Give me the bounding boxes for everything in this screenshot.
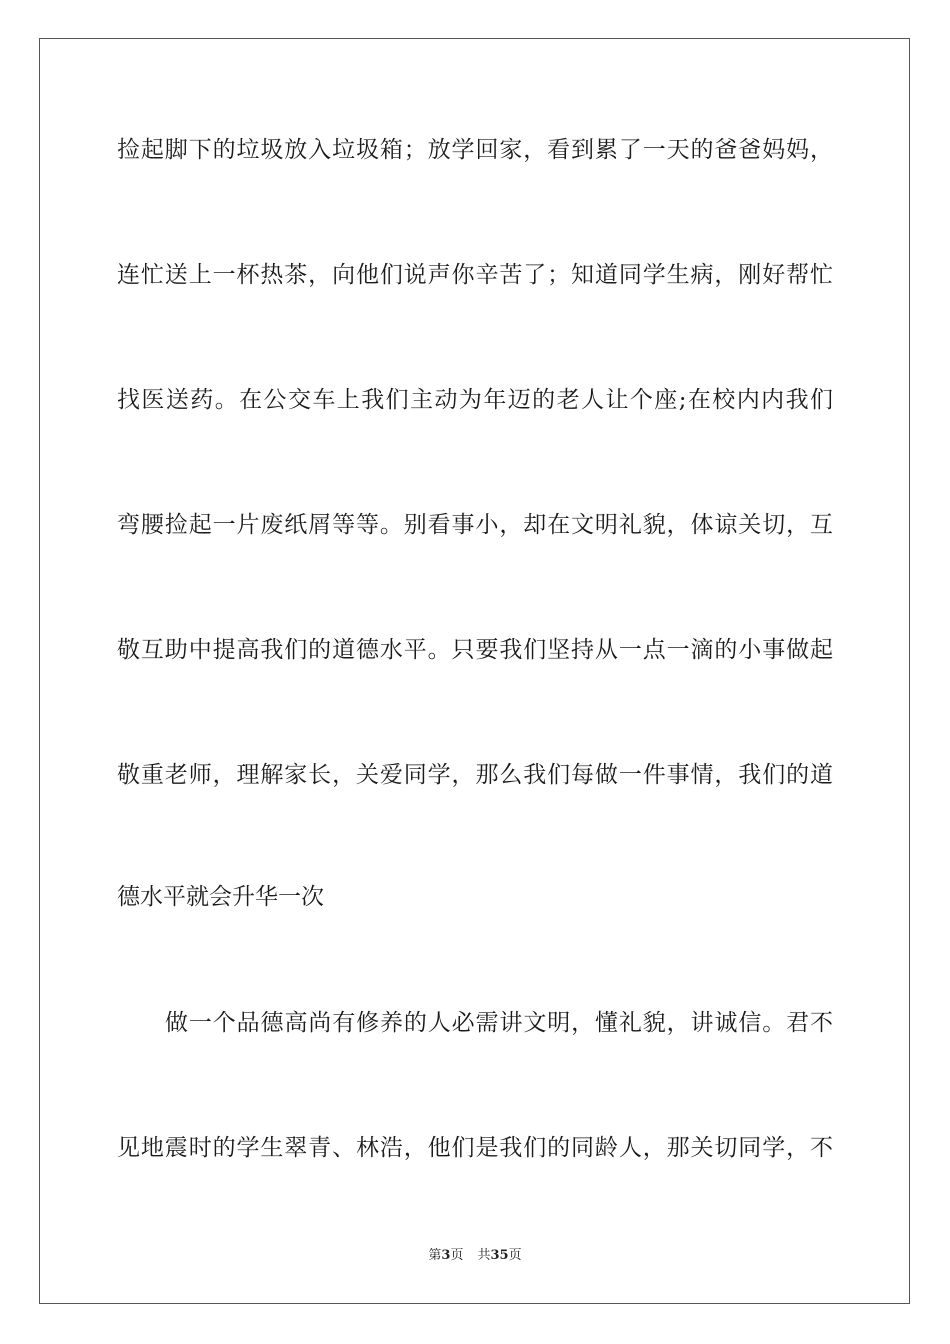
text-line-2: 连忙送上一杯热茶，向他们说声你辛苦了；知道同学生病，刚好帮忙	[117, 262, 833, 288]
page-footer	[0, 1246, 950, 1266]
text-line-1: 捡起脚下的垃圾放入垃圾箱；放学回家，看到累了一天的爸爸妈妈，	[117, 137, 833, 163]
text-line-9: 见地震时的学生翠青、林浩，他们是我们的同龄人，那关切同学，不	[117, 1135, 833, 1161]
total-pages: 35	[490, 1248, 509, 1263]
paragraph-start-line: 做一个品德高尚有修养的人必需讲文明，懂礼貌，讲诚信。君不	[165, 1010, 833, 1036]
text-line-6: 敬重老师，理解家长，关爱同学，那么我们每做一件事情，我们的道	[117, 762, 833, 788]
text-line-5: 敬互助中提高我们的道德水平。只要我们坚持从一点一滴的小事做起	[117, 637, 833, 663]
page-number: 3	[441, 1248, 451, 1263]
text-line-7: 德水平就会升华一次	[117, 884, 324, 910]
text-line-3: 找医送药。在公交车上我们主动为年迈的老人让个座;在校内内我们	[117, 387, 833, 413]
total-prefix: 共	[477, 1248, 491, 1263]
text-line-4: 弯腰捡起一片废纸屑等等。别看事小，却在文明礼貌，体谅关切，互	[117, 512, 833, 538]
total-suffix: 页	[508, 1248, 522, 1263]
page-suffix: 页	[450, 1248, 464, 1263]
page-border	[39, 38, 910, 1304]
page-prefix: 第	[428, 1248, 442, 1263]
